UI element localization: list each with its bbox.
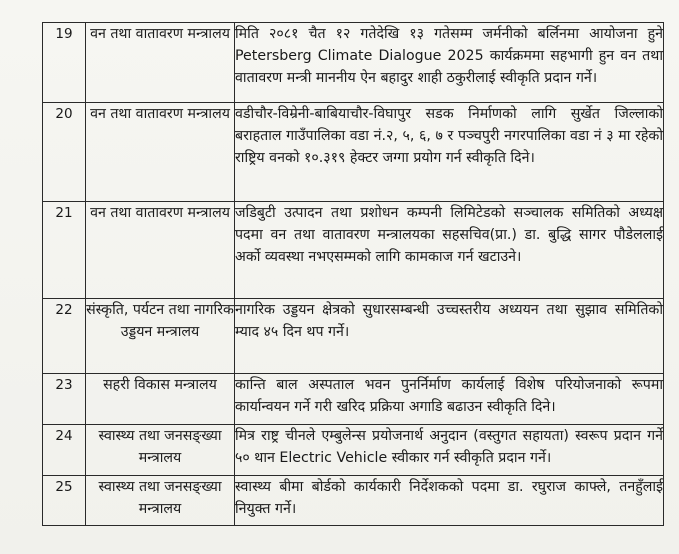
row-number: 23 <box>55 377 73 393</box>
decision-cell: मिति २०८१ चैत १२ गतेदेखि १३ गतेसम्म जर्मनीको बर्लिनमा आयोजना हुने Petersberg Climate Dialogue 2025 कार्यक्रममा सहभागी हुन वन तथा वातावरण मन्त्री माननीय ऐन बहादुर शाही ठकुरीलाई स्वीकृति प्रदान गर्ने। <box>235 23 664 103</box>
decision-cell: मित्र राष्ट्र चीनले एम्बुलेन्स प्रयोजनार्थ अनुदान (वस्तुगत सहायता) स्वरूप प्रदान गर्ने ५० थान Electric Vehicle स्वीकार गर्न स्वीकृति प्रदान गर्ने। <box>235 425 664 476</box>
ministry-cell: वन तथा वातावरण मन्त्रालय <box>86 23 235 103</box>
row-number: 19 <box>55 26 73 42</box>
row-number: 24 <box>55 428 73 444</box>
ministry-cell: सहरी विकास मन्त्रालय <box>86 374 235 425</box>
table-row <box>43 374 664 425</box>
row-number: 22 <box>55 302 73 318</box>
decision-cell: वडीचौर-विम्रेनी-बाबियाचौर-विघापुर सडक निर्माणको लागि सुर्खेत जिल्लाको बराहताल गाउँपालिका वडा नं.२, ५, ६, ७ र पञ्चपुरी नगरपालिका वडा नं ३ मा रहेको राष्ट्रिय वनको १०.३१९ हेक्टर जग्गा प्रयोग गर्न स्वीकृति दिने। <box>235 103 664 202</box>
decision-cell: स्वास्थ्य बीमा बोर्डको कार्यकारी निर्देशकको पदमा डा. रघुराज काफ्ले, तनहुँलाई नियुक्त गर्ने। <box>235 476 664 526</box>
table-row <box>43 476 664 526</box>
ministry-cell: स्वास्थ्य तथा जनसङ्ख्या मन्त्रालय <box>86 476 235 526</box>
row-number: 20 <box>55 106 73 122</box>
decision-cell: कान्ति बाल अस्पताल भवन पुनर्निर्माण कार्यलाई विशेष परियोजनाको रूपमा कार्यान्वयन गर्ने गरी खरिद प्रक्रिया अगाडि बढाउन स्वीकृति दिने। <box>235 374 664 425</box>
table-row <box>43 23 664 103</box>
ministry-cell: वन तथा वातावरण मन्त्रालय <box>86 202 235 299</box>
decision-cell: नागरिक उड्डयन क्षेत्रको सुधारसम्बन्धी उच्चस्तरीय अध्ययन तथा सुझाव समितिको म्याद ४५ दिन थप गर्ने। <box>235 299 664 374</box>
table-row <box>43 299 664 374</box>
row-number: 25 <box>55 479 73 495</box>
ministry-cell: वन तथा वातावरण मन्त्रालय <box>86 103 235 202</box>
decisions-table <box>42 22 664 526</box>
table-row <box>43 425 664 476</box>
table-row <box>43 202 664 299</box>
table-row <box>43 103 664 202</box>
ministry-cell: स्वास्थ्य तथा जनसङ्ख्या मन्त्रालय <box>86 425 235 476</box>
ministry-cell: संस्कृति, पर्यटन तथा नागरिक उड्डयन मन्त्रालय <box>86 299 235 374</box>
row-number: 21 <box>55 205 73 221</box>
decision-cell: जडिबुटी उत्पादन तथा प्रशोधन कम्पनी लिमिटेडको सञ्चालक समितिको अध्यक्ष पदमा वन तथा वातावरण मन्त्रालयका सहसचिव(प्रा.) डा. बुद्धि सागर पौडेललाई अर्को व्यवस्था नभएसम्मको लागि कामकाज गर्न खटाउने। <box>235 202 664 299</box>
